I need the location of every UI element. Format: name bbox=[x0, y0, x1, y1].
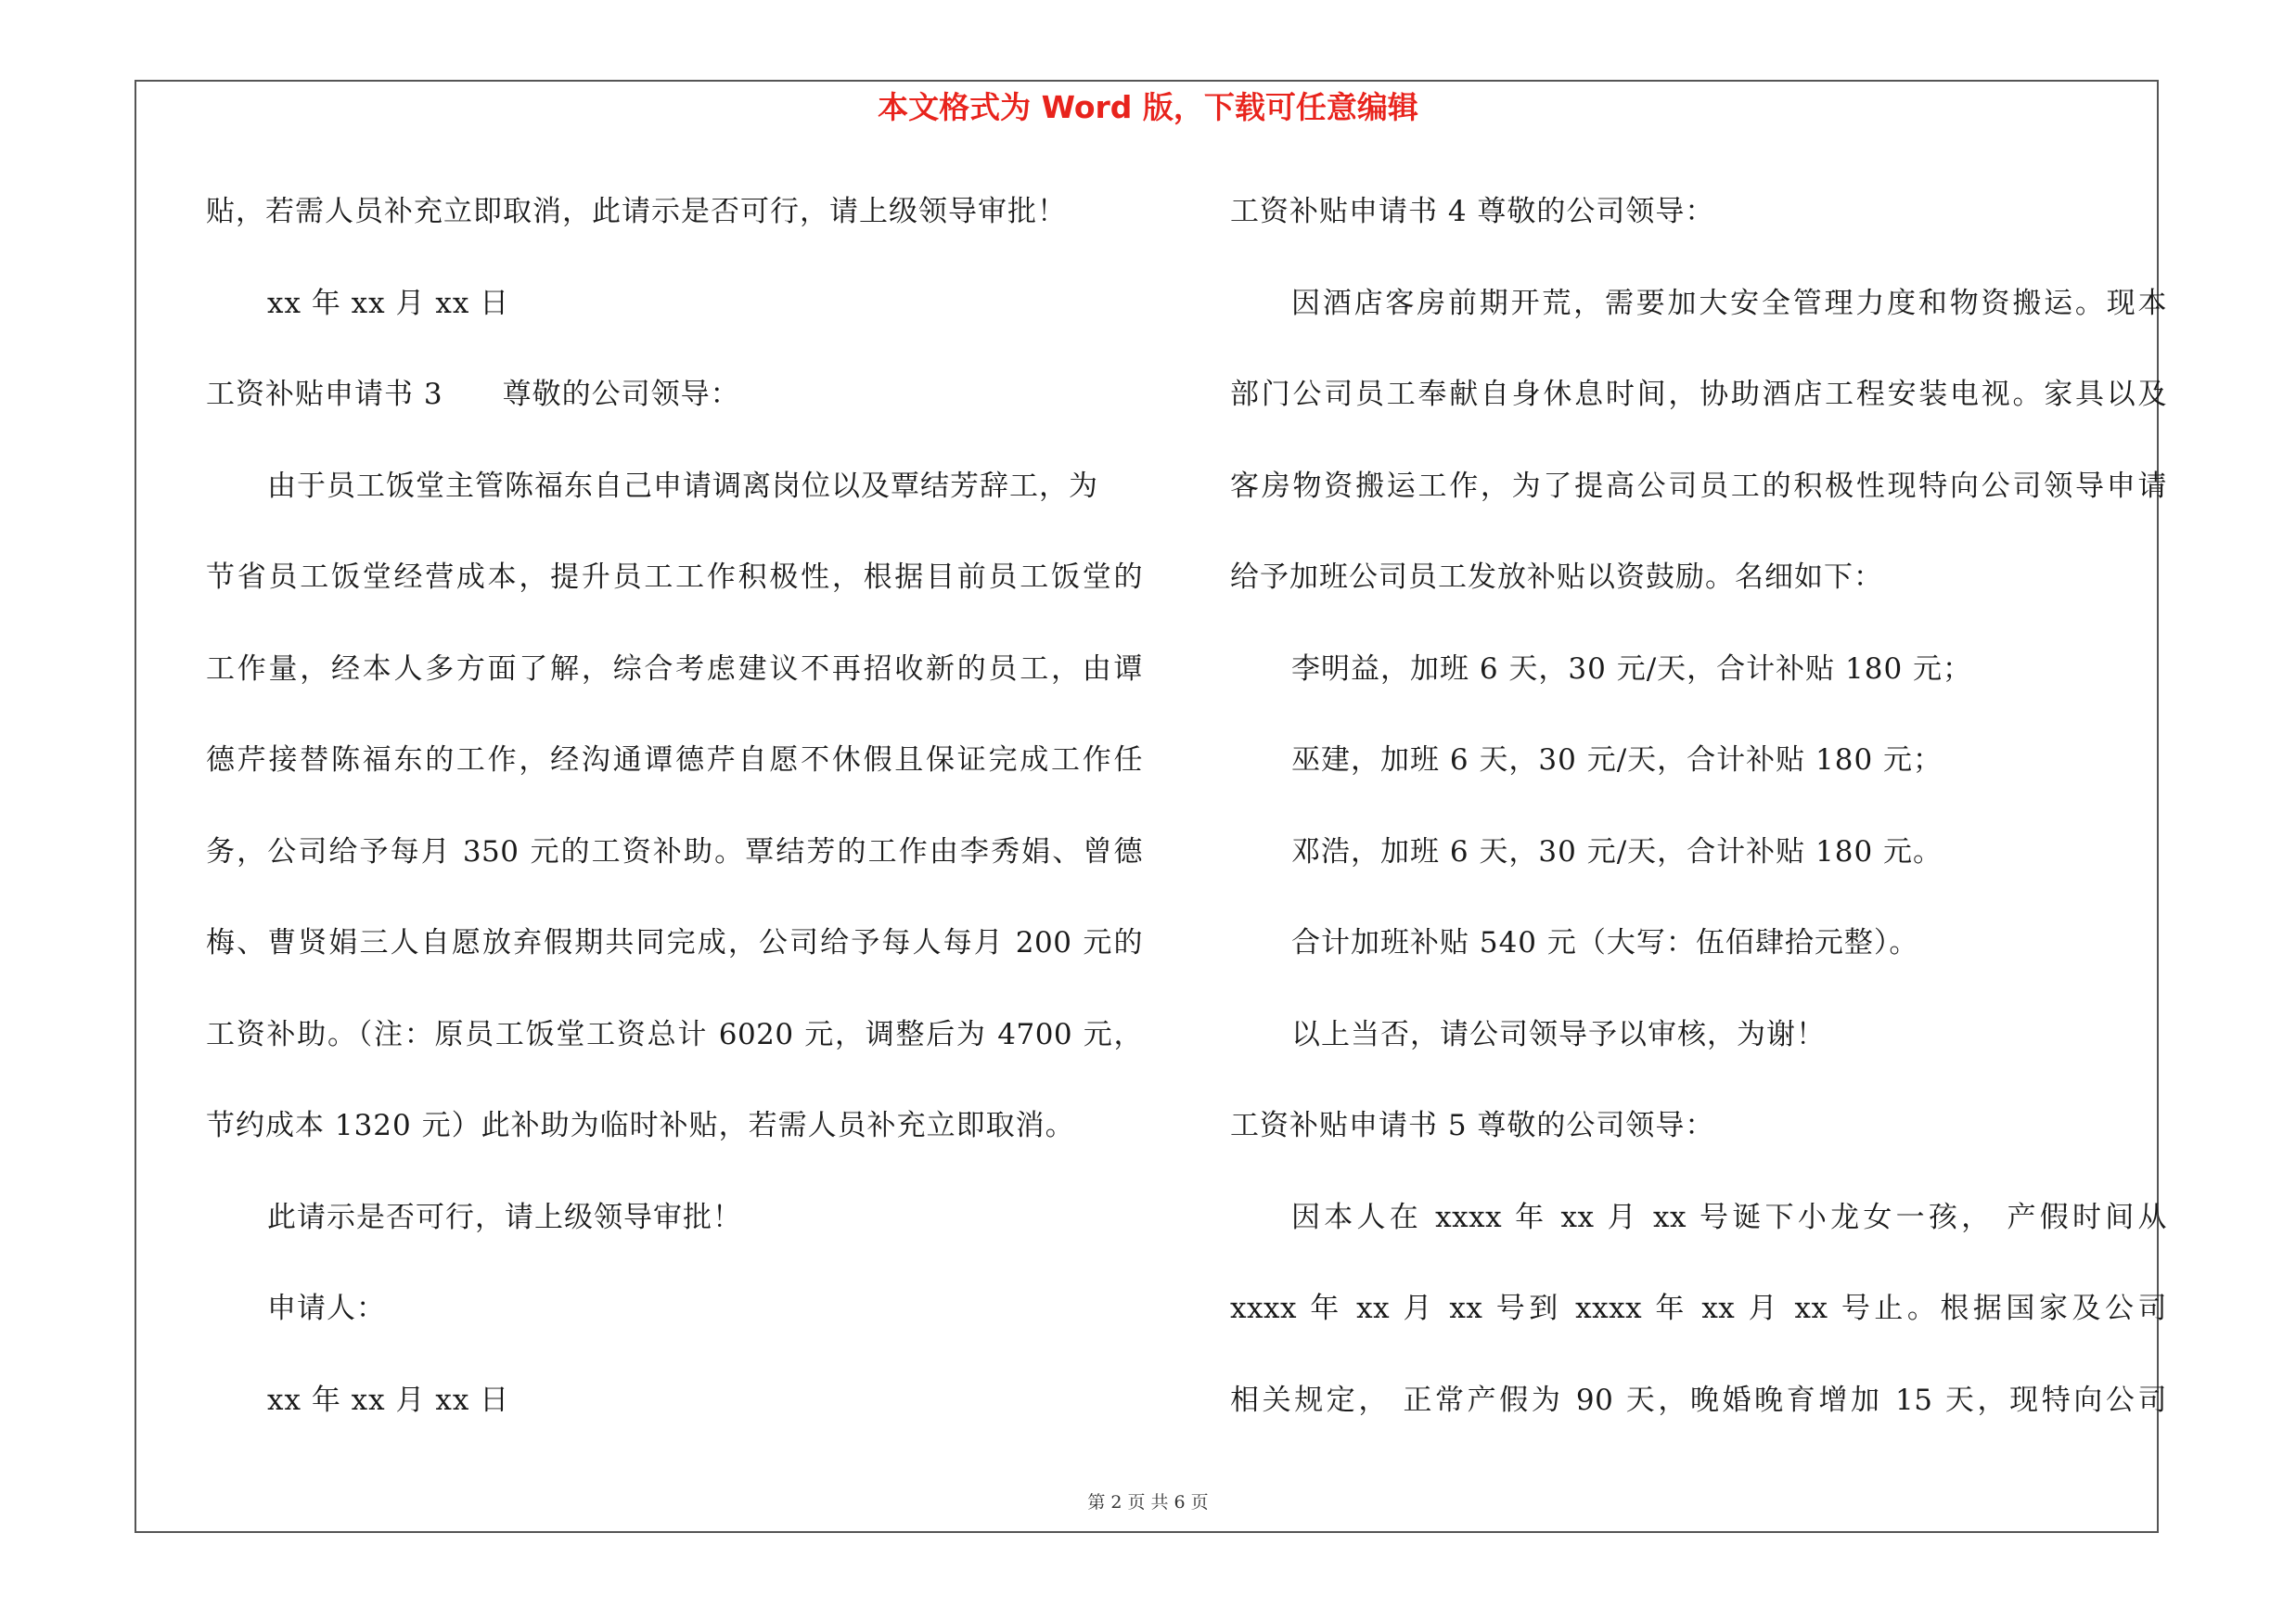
paragraph-line: 德芹接替陈福东的工作，经沟通谭德芹自愿不休假且保证完成工作任 bbox=[206, 743, 1143, 777]
paragraph-line: 工资补助。（注：原员工饭堂工资总计 6020 元，调整后为 4700 元， bbox=[206, 1017, 1143, 1051]
left-column bbox=[206, 182, 1143, 1462]
paragraph-line: 申请人： bbox=[267, 1292, 386, 1325]
format-banner: 本文格式为 Word 版，下载可任意编辑 bbox=[878, 89, 1418, 125]
paragraph-line: xx 年 xx 月 xx 日 bbox=[267, 286, 510, 320]
paragraph-line: 务，公司给予每月 350 元的工资补助。覃结芳的工作由李秀娟、曾德 bbox=[206, 834, 1143, 869]
paragraph-line: 梅、曹贤娟三人自愿放弃假期共同完成，公司给予每人每月 200 元的 bbox=[206, 926, 1143, 960]
paragraph-line: xx 年 xx 月 xx 日 bbox=[267, 1383, 510, 1417]
paragraph-line: 以上当否，请公司领导予以审核，为谢！ bbox=[1291, 1017, 1826, 1051]
paragraph-line: 工资补贴申请书 3 尊敬的公司领导： bbox=[206, 378, 740, 411]
paragraph-line: 因酒店客房前期开荒，需要加大安全管理力度和物资搬运。现本 bbox=[1291, 286, 2167, 320]
page-number: 第 2 页 共 6 页 bbox=[1087, 1492, 1209, 1513]
paragraph-line: 工资补贴申请书 5 尊敬的公司领导： bbox=[1230, 1109, 1715, 1142]
paragraph-line: 因本人在 xxxx 年 xx 月 xx 号诞下小龙女一孩， 产假时间从 bbox=[1291, 1200, 2167, 1234]
paragraph-line: 合计加班补贴 540 元（大写：伍佰肆拾元整）。 bbox=[1291, 926, 1919, 960]
paragraph-line: 工资补贴申请书 4 尊敬的公司领导： bbox=[1230, 195, 1715, 228]
paragraph-line: 客房物资搬运工作，为了提高公司员工的积极性现特向公司领导申请 bbox=[1230, 469, 2167, 503]
paragraph-line: 由于员工饭堂主管陈福东自己申请调离岗位以及覃结芳辞工，为 bbox=[267, 469, 1098, 503]
right-column bbox=[1230, 182, 2167, 1462]
paragraph-line: 节约成本 1320 元）此补助为临时补贴，若需人员补充立即取消。 bbox=[206, 1109, 1075, 1142]
paragraph-line: xxxx 年 xx 月 xx 号到 xxxx 年 xx 月 xx 号止。根据国家及公司 bbox=[1230, 1292, 2167, 1325]
paragraph-line: 李明益，加班 6 天，30 元/天，合计补贴 180 元； bbox=[1291, 651, 1973, 686]
paragraph-line: 工作量，经本人多方面了解，综合考虑建议不再招收新的员工，由谭 bbox=[206, 651, 1143, 686]
paragraph-line: 此请示是否可行，请上级领导审批！ bbox=[267, 1200, 742, 1234]
paragraph-line: 相关规定， 正常产假为 90 天，晚婚晚育增加 15 天，现特向公司 bbox=[1230, 1383, 2167, 1417]
paragraph-line: 给予加班公司员工发放补贴以资鼓励。名细如下： bbox=[1230, 560, 1883, 594]
paragraph-line: 巫建，加班 6 天，30 元/天，合计补贴 180 元； bbox=[1291, 743, 1943, 777]
paragraph-line: 贴，若需人员补充立即取消，此请示是否可行，请上级领导审批！ bbox=[206, 195, 1067, 228]
paragraph-line: 邓浩，加班 6 天，30 元/天，合计补贴 180 元。 bbox=[1291, 834, 1943, 869]
paragraph-line: 部门公司员工奉献自身休息时间，协助酒店工程安装电视。家具以及 bbox=[1230, 378, 2167, 411]
paragraph-line: 节省员工饭堂经营成本，提升员工工作积极性，根据目前员工饭堂的 bbox=[206, 560, 1143, 594]
